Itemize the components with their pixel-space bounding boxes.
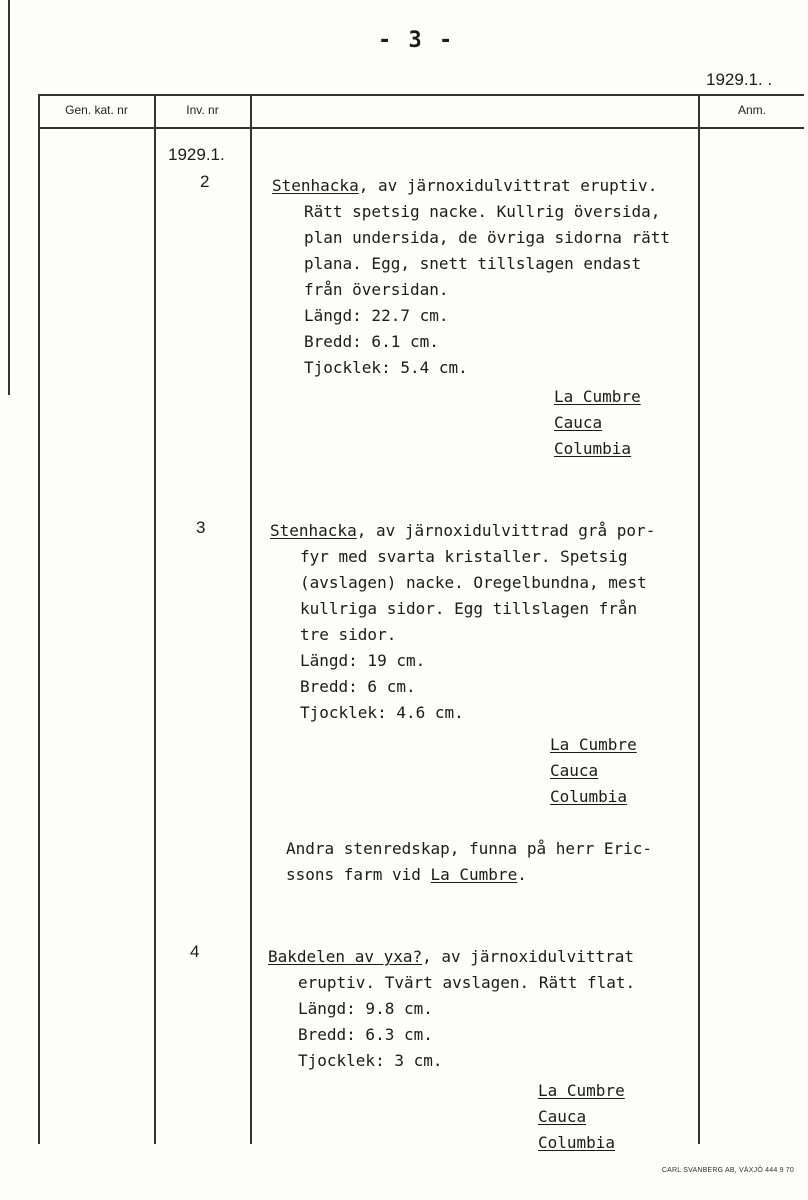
column-header-inv-nr: Inv. nr bbox=[186, 103, 219, 117]
inv-number: 2 bbox=[200, 172, 210, 191]
printer-imprint: CARL SVANBERG AB, VÄXJÖ 444 9 70 bbox=[661, 1167, 794, 1174]
column-header-anm: Anm. bbox=[737, 103, 766, 117]
note-text: ssons farm vid bbox=[286, 865, 431, 884]
location-line: Columbia bbox=[554, 439, 632, 458]
entry-title: Bakdelen av yxa? bbox=[268, 947, 423, 966]
entry-3-line: tre sidor. bbox=[300, 625, 397, 644]
entry-3-line: (avslagen) nacke. Oregelbundna, mest bbox=[300, 573, 647, 592]
entry-2-intro bbox=[272, 173, 657, 199]
entry-4-thickness: Tjocklek: 3 cm. bbox=[298, 1051, 443, 1070]
entry-3-width: Bredd: 6 cm. bbox=[300, 677, 416, 696]
entry-2-line: plana. Egg, snett tillslagen endast bbox=[304, 254, 642, 273]
inv-number: 3 bbox=[196, 518, 206, 537]
location-line: La Cumbre bbox=[538, 1081, 625, 1100]
note-line bbox=[286, 862, 527, 888]
entry-4-width: Bredd: 6.3 cm. bbox=[298, 1025, 433, 1044]
entry-title: Stenhacka bbox=[270, 521, 357, 540]
location-line: Cauca bbox=[538, 1107, 587, 1126]
note-text: . bbox=[517, 865, 527, 884]
inv-number: 4 bbox=[190, 942, 200, 961]
column-rule-left bbox=[38, 94, 40, 1144]
entry-2-line: plan undersida, de övriga sidorna rätt bbox=[304, 228, 671, 247]
entry-2-width: Bredd: 6.1 cm. bbox=[304, 332, 439, 351]
location-line: Cauca bbox=[554, 413, 603, 432]
entry-3-thickness: Tjocklek: 4.6 cm. bbox=[300, 703, 464, 722]
entry-3-intro bbox=[270, 518, 655, 544]
entry-2-thickness: Tjocklek: 5.4 cm. bbox=[304, 358, 468, 377]
entry-title: Stenhacka bbox=[272, 176, 359, 195]
location-line: Columbia bbox=[550, 787, 628, 806]
entry-2-length: Längd: 22.7 cm. bbox=[304, 306, 449, 325]
column-rule-text-anm bbox=[698, 94, 700, 1144]
series-inline: 1929.1. bbox=[168, 145, 225, 164]
left-margin-line bbox=[8, 0, 10, 395]
location-line: Cauca bbox=[550, 761, 599, 780]
entry-3-line: kullriga sidor. Egg tillslagen från bbox=[300, 599, 638, 618]
entry-intro-rest: , av järnoxidulvittrat bbox=[422, 947, 635, 966]
header-top-rule bbox=[38, 94, 804, 96]
location-line: La Cumbre bbox=[554, 387, 641, 406]
entry-2-line: från översidan. bbox=[304, 280, 449, 299]
entry-intro-rest: , av järnoxidulvittrad grå por- bbox=[356, 521, 656, 540]
entry-3-line: fyr med svarta kristaller. Spetsig bbox=[300, 547, 628, 566]
page-number: - 3 - bbox=[378, 28, 455, 53]
entry-4-line: eruptiv. Tvärt avslagen. Rätt flat. bbox=[298, 973, 636, 992]
header-bottom-rule bbox=[38, 127, 804, 129]
entry-4-intro bbox=[268, 944, 634, 970]
entry-intro-rest: , av järnoxidulvittrat eruptiv. bbox=[358, 176, 658, 195]
entry-3-length: Längd: 19 cm. bbox=[300, 651, 426, 670]
location-line: La Cumbre bbox=[550, 735, 637, 754]
series-header: 1929.1. . bbox=[706, 70, 773, 89]
note-line: Andra stenredskap, funna på herr Eric- bbox=[286, 839, 653, 858]
entry-2-line: Rätt spetsig nacke. Kullrig översida, bbox=[304, 202, 661, 221]
entry-4-length: Längd: 9.8 cm. bbox=[298, 999, 433, 1018]
location-line: Columbia bbox=[538, 1133, 616, 1152]
column-rule-gen-inv bbox=[154, 94, 156, 1144]
column-header-gen-kat-nr: Gen. kat. nr bbox=[65, 103, 128, 117]
column-rule-inv-text bbox=[250, 94, 252, 1144]
note-place: La Cumbre bbox=[430, 865, 518, 884]
